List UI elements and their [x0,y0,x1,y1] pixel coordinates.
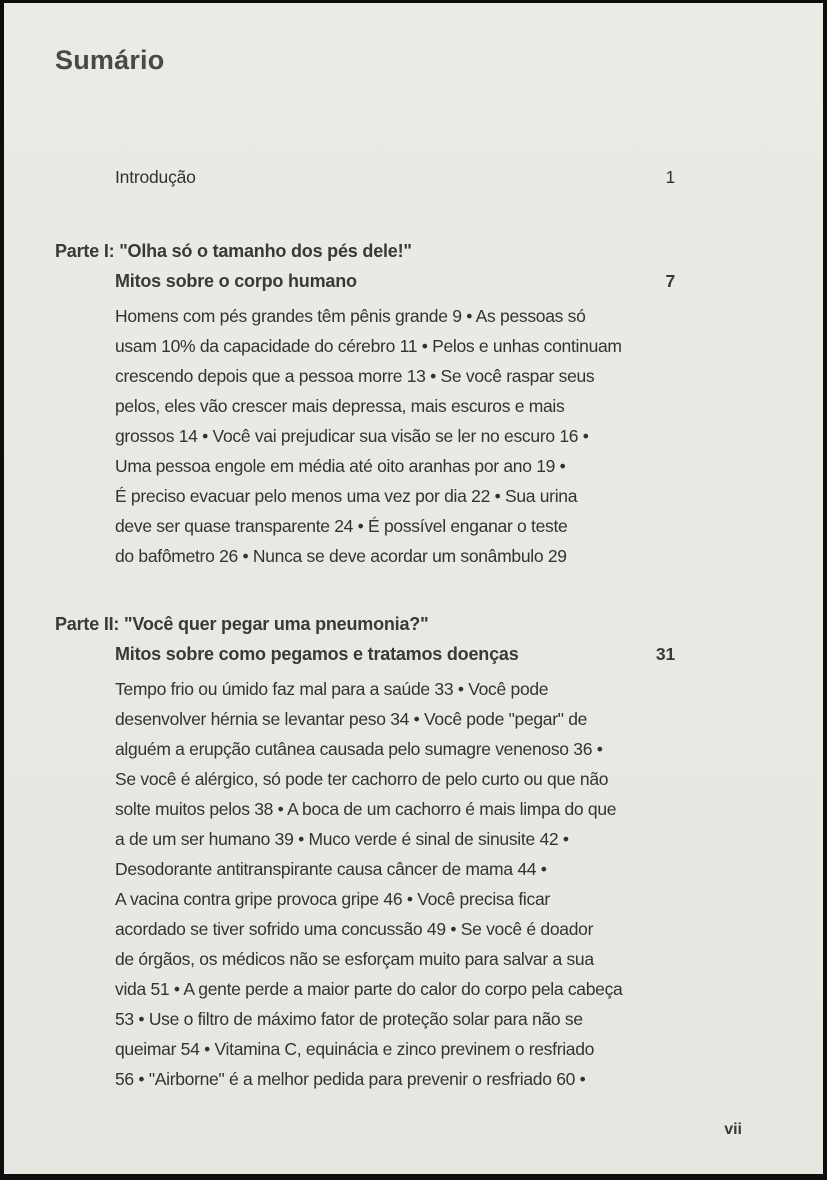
chapter-line: crescendo depois que a pessoa morre 13 • Se você raspar seus [115,365,595,386]
chapter-line: desenvolver hérnia se levantar peso 34 • Você pode "pegar" de [115,708,588,729]
part-heading: Parte II: "Você quer pegar uma pneumonia?" [55,613,429,634]
chapter-line: de órgãos, os médicos não se esforçam muito para salvar a sua [115,948,594,969]
chapter-line: alguém a erupção cutânea causada pelo sumagre venenoso 36 • [115,738,603,759]
entry-page-number: 1 [665,166,675,187]
part-page-number: 7 [665,270,675,291]
toc-part-2 [55,609,675,1094]
toc-part-1 [55,236,675,571]
table-of-contents [55,162,675,1094]
chapter-line: Desodorante antitranspirante causa câncer de mama 44 • [115,858,547,879]
chapter-line: vida 51 • A gente perde a maior parte do calor do corpo pela cabeça [115,978,623,999]
part-page-number: 31 [655,643,675,664]
chapter-line: usam 10% da capacidade do cérebro 11 • Pelos e unhas continuam [115,335,622,356]
part-subtitle-row [55,266,675,296]
chapter-list [55,301,675,571]
page-title: Sumário [55,45,165,75]
part-subtitle-row [55,639,675,669]
chapter-line: queimar 54 • Vitamina C, equinácia e zinco previnem o resfriado [115,1038,595,1059]
toc-entry-introducao [55,162,675,192]
entry-label: Introdução [115,166,196,187]
chapter-line: solte muitos pelos 38 • A boca de um cachorro é mais limpa do que [115,798,617,819]
chapter-line: Se você é alérgico, só pode ter cachorro de pelo curto ou que não [115,768,609,789]
chapter-line: 53 • Use o filtro de máximo fator de proteção solar para não se [115,1008,583,1029]
chapter-line: Homens com pés grandes têm pênis grande 9 • As pessoas só [115,305,586,326]
part-subtitle: Mitos sobre como pegamos e tratamos doenças [115,643,519,664]
chapter-line: a de um ser humano 39 • Muco verde é sinal de sinusite 42 • [115,828,569,849]
folio-page-number: vii [724,1120,742,1138]
chapter-line: grossos 14 • Você vai prejudicar sua visão se ler no escuro 16 • [115,425,589,446]
chapter-line: 56 • "Airborne" é a melhor pedida para prevenir o resfriado 60 • [115,1068,586,1089]
chapter-line: deve ser quase transparente 24 • É possível enganar o teste [115,515,568,536]
chapter-line: do bafômetro 26 • Nunca se deve acordar um sonâmbulo 29 [115,545,567,566]
chapter-line: acordado se tiver sofrido uma concussão 49 • Se você é doador [115,918,594,939]
chapter-list [55,674,675,1094]
part-subtitle: Mitos sobre o corpo humano [115,270,357,291]
part-heading: Parte I: "Olha só o tamanho dos pés dele!" [55,240,412,261]
chapter-line: Uma pessoa engole em média até oito aranhas por ano 19 • [115,455,566,476]
chapter-line: É preciso evacuar pelo menos uma vez por dia 22 • Sua urina [115,485,578,506]
chapter-line: Tempo frio ou úmido faz mal para a saúde 33 • Você pode [115,678,549,699]
chapter-line: A vacina contra gripe provoca gripe 46 • Você precisa ficar [115,888,550,909]
chapter-line: pelos, eles vão crescer mais depressa, mais escuros e mais [115,395,565,416]
